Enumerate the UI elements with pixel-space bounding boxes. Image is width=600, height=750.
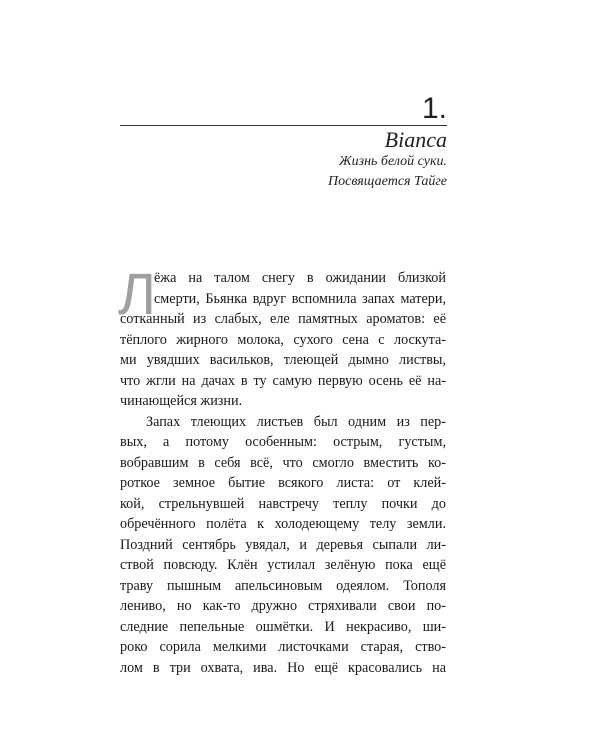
- text-line: ствой повсюду. Клён устилал зелёную пока ещё: [120, 557, 446, 573]
- text-line: траву пышным апельсиновым одеялом. Тополя: [120, 577, 446, 594]
- text-line: следние пепельные ошмётки. И некрасиво, ши-: [120, 618, 446, 635]
- text-line: роко сорила мелкими листочками старая, ство-: [120, 639, 446, 655]
- text-line: кой, стрельнувшей навстречу теплу почки до: [120, 495, 446, 512]
- text-line: обречённого полёта к холодеющему телу земли.: [120, 516, 446, 532]
- text-line: тёплого жирного молока, сухого сена с лоскута-: [120, 331, 446, 348]
- text-line: сотканный из слабых, еле памятных ароматов: её: [120, 311, 446, 327]
- body-text: [118, 262, 446, 678]
- chapter-number: 1.: [421, 92, 447, 125]
- chapter-title: Bianca: [384, 127, 447, 152]
- chapter-subtitle-line: Посвящается Тайге: [328, 174, 447, 189]
- text-line: лом в три охвата, ива. Но ещё красовались на: [120, 659, 446, 676]
- text-line: лениво, но как-то дружно стряхивали свои по-: [120, 598, 446, 614]
- chapter-subtitle: [328, 152, 447, 192]
- chapter-subtitle-line: Жизнь белой суки.: [338, 154, 447, 169]
- paragraph-1: [118, 262, 446, 412]
- text-line: ёжа на талом снегу в ожидании близкой: [154, 270, 446, 286]
- text-line: вобравшим в себя всё, что смогло вместить ко-: [120, 454, 446, 471]
- paragraph-2: [120, 412, 446, 679]
- text-line: смерти, Бьянка вдруг вспомнила запах матери,: [154, 290, 446, 307]
- text-line: Поздний сентябрь увядал, и деревья сыпали ли-: [120, 536, 446, 553]
- text-line: ми увядших васильков, тлеющей дымно листвы,: [120, 352, 446, 368]
- text-line: что жгли на дачах в ту самую первую осень её на-: [120, 372, 446, 389]
- drop-cap: Л: [118, 262, 157, 327]
- chapter-divider: [120, 125, 447, 126]
- text-line: Запах тлеющих листьев был одним из пер-: [146, 413, 446, 430]
- text-line: чинающейся жизни.: [120, 393, 243, 409]
- text-line: вых, а потому особенным: острым, густым,: [120, 434, 446, 450]
- text-line: роткое земное бытие всякого листа: от клей-: [120, 475, 446, 491]
